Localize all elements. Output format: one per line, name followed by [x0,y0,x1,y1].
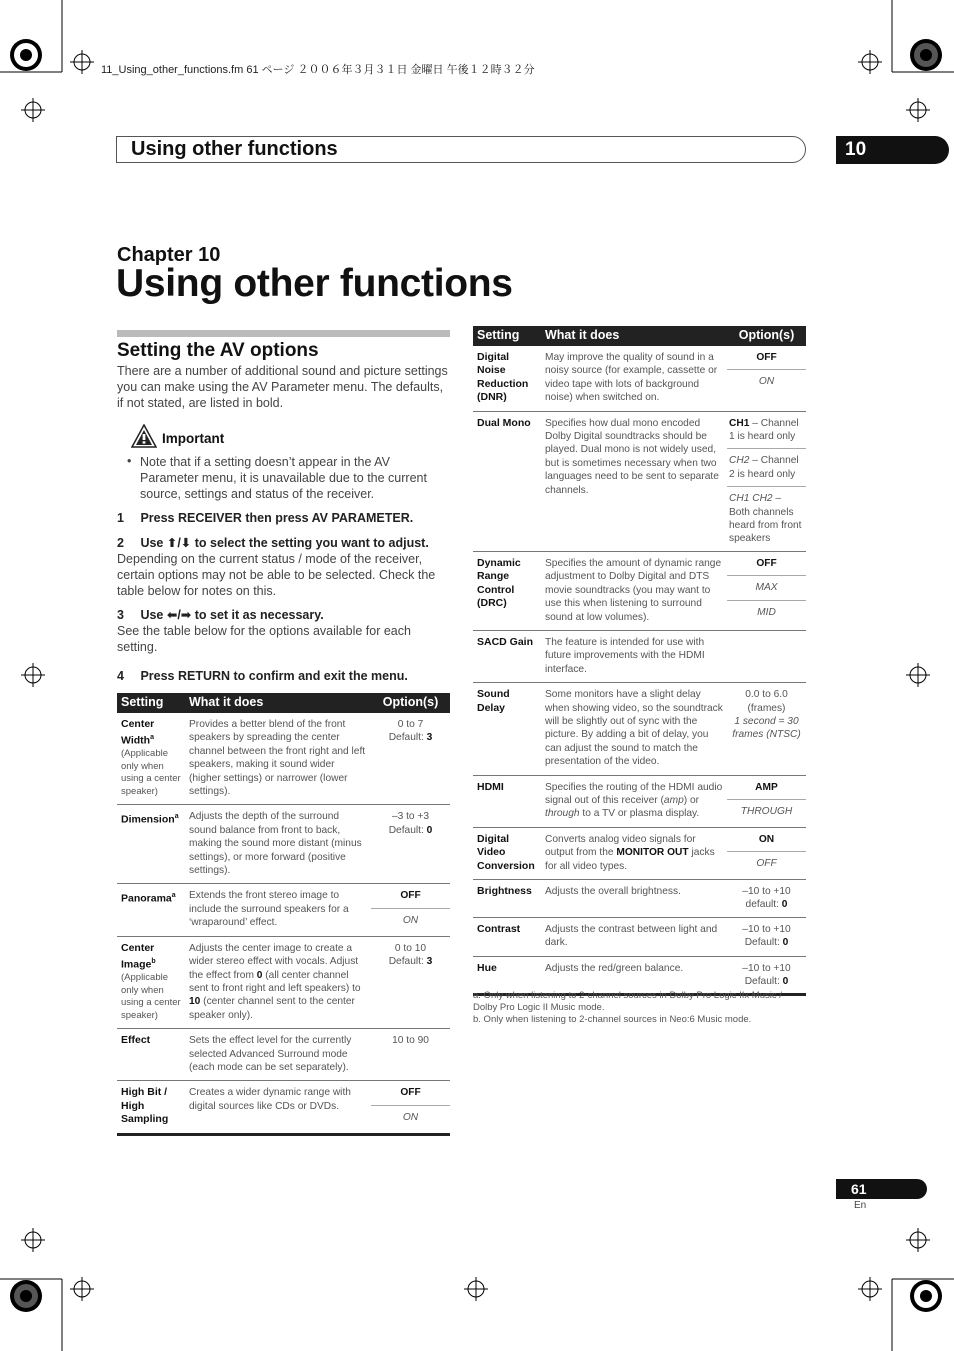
setting-name: Digital Video Conversion [473,827,541,879]
table-row [117,936,450,1028]
step-3 [117,607,324,622]
step-1 [117,511,413,525]
step-2 [117,535,429,550]
setting-options [727,630,806,682]
setting-name: Digital Noise Reduction (DNR) [473,346,541,411]
crosshair-mark [464,1277,488,1301]
page-number: 61 [836,1179,927,1199]
setting-options: –10 to +10 Default: 0 [727,917,806,956]
crosshair-mark [858,1277,882,1301]
setting-name: Center Width$^a$ (Applicable only when using a center speaker) [117,713,185,805]
step-4 [117,669,408,683]
setting-options: 0 to 10 Default: 3 [371,936,450,1028]
setting-options: 10 to 90 [371,1029,450,1081]
setting-name: Sound Delay [473,683,541,775]
table-row [117,1029,450,1081]
setting-description: Specifies how dual mono encoded Dolby Digital soundtracks should be played. Dual mono is not widely used, but is sometimes necessary when two languages need to be sent to separate channels. [541,411,727,551]
section-rule [117,330,450,337]
table-row [117,884,450,936]
table-row [473,880,806,918]
step-number: 3 [117,608,124,622]
setting-options: AMP THROUGH [727,775,806,827]
setting-options: 0 to 7 Default: 3 [371,713,450,805]
table-row [473,683,806,775]
important-note-text: Note that if a setting doesn’t appear in the AV Parameter menu, it is unavailable due to the current source, settings and status of the receiver. [140,455,427,501]
step-number: 4 [117,669,124,683]
sunburst-mark-tr [910,39,942,71]
setting-description: Specifies the amount of dynamic range adjustment to Dolby Digital and DTS movie soundtracks (you may want to use this when listening to surround sound at low volumes). [541,551,727,630]
up-down-arrow-icon: ⬆/⬇ [166,536,192,550]
setting-description: Creates a wider dynamic range with digital sources like CDs or DVDs. [185,1081,371,1134]
table-row [117,713,450,805]
setting-description: Specifies the routing of the HDMI audio signal out of this receiver (amp) or through to a TV or plasma display. [541,775,727,827]
setting-options: –10 to +10 Default: 0 [727,956,806,995]
crosshair-mark [906,1228,930,1252]
important-label: Important [162,431,225,446]
setting-options: 0.0 to 6.0 (frames) 1 second = 30 frames (NTSC) [727,683,806,775]
col-header-what: What it does [185,693,371,713]
setting-options: –3 to +3 Default: 0 [371,805,450,884]
crosshair-mark [21,98,45,122]
setting-name: Brightness [473,880,541,918]
table-row [117,805,450,884]
crosshair-mark [21,663,45,687]
setting-description: Provides a better blend of the front speakers by spreading the center channel between the front right and left speakers, making it sound wider (higher settings) or narrower (lower settings). [185,713,371,805]
sunburst-mark-tl [10,39,42,71]
setting-description: Adjusts the depth of the surround sound balance from front to back, making the sound more distant (minus settings), or more forward (positive settings). [185,805,371,884]
step-number: 1 [117,511,124,525]
setting-description: Adjusts the overall brightness. [541,880,727,918]
col-header-options: Option(s) [371,693,450,713]
table-row [473,775,806,827]
crosshair-mark [21,1228,45,1252]
step-3-detail: See the table below for the options available for each setting. [117,624,411,654]
av-options-table-left [117,693,450,1136]
setting-name: High Bit / High Sampling [117,1081,185,1134]
setting-description: The feature is intended for use with future improvements with the HDMI interface. [541,630,727,682]
setting-name: Center Image$^b$ (Applicable only when using a center speaker) [117,936,185,1028]
table-header-row [473,326,806,346]
crosshair-mark [70,50,94,74]
footnote-a: a. Only when listening to 2-channel sources in Dolby Pro Logic IIx Music / Dolby Pro Logic II Music mode. [473,990,782,1013]
crosshair-mark [906,98,930,122]
setting-description: Extends the front stereo image to include the surround speakers for a ‘wraparound’ effect. [185,884,371,936]
step-text: Use ⬆/⬇ to select the setting you want to adjust. [140,536,429,550]
setting-options: –10 to +10 default: 0 [727,880,806,918]
chapter-title: Using other functions [116,262,513,305]
setting-options: OFF ON [727,346,806,411]
crosshair-mark [906,663,930,687]
table-row [473,411,806,551]
crosshair-mark [70,1277,94,1301]
table-row [473,346,806,411]
setting-name: Effect [117,1029,185,1081]
section-title: Setting the AV options [117,340,319,361]
running-header-title: Using other functions [131,138,338,160]
setting-description: Adjusts the contrast between light and dark. [541,917,727,956]
table-header-row [117,693,450,713]
col-header-options: Option(s) [727,326,806,346]
col-header-what: What it does [541,326,727,346]
setting-name: Hue [473,956,541,995]
step-2-detail: Depending on the current status / mode of the receiver, certain options may not be able to be selected. Check the table below for notes on this. [117,552,436,598]
print-header: 11_Using_other_functions.fm 61 ページ ２００６年３月３１日 金曜日 午後１２時３２分 [101,64,535,76]
col-header-setting: Setting [473,326,541,346]
setting-options: OFF ON [371,884,450,936]
col-header-setting: Setting [117,693,185,713]
setting-name: SACD Gain [473,630,541,682]
table-row [473,551,806,630]
setting-name: Panorama$^a$ [117,884,185,936]
setting-description: Some monitors have a slight delay when showing video, so the soundtrack will be slightly out of sync with the picture. By adding a bit of delay, you can adjust the sound to match the presentation of the video. [541,683,727,775]
setting-name: Contrast [473,917,541,956]
table-row [473,827,806,879]
table-row [473,630,806,682]
step-text: Press RETURN to confirm and exit the menu. [140,669,408,683]
setting-name: Dimension$^a$ [117,805,185,884]
table-row [117,1081,450,1134]
sunburst-mark-bl [10,1280,42,1312]
setting-description: Sets the effect level for the currently selected Advanced Surround mode (each mode can be set separately). [185,1029,371,1081]
setting-options: ON OFF [727,827,806,879]
setting-options: OFF MAX MID [727,551,806,630]
step-number: 2 [117,536,124,550]
setting-description: Converts analog video signals for output from the MONITOR OUT jacks for all video types. [541,827,727,879]
warning-icon [131,424,157,453]
important-note: • Note that if a setting doesn’t appear in the AV Parameter menu, it is unavailable due to the current source, settings and status of the receiver. [127,454,449,502]
setting-options: CH1 – Channel 1 is heard only CH2 – Channel 2 is heard only CH1 CH2 – Both channels heard from front speakers [727,411,806,551]
setting-description: Adjusts the center image to create a wider stereo effect with vocals. Adjust the effect from 0 (all center channel sent to front right and left speakers) to 10 (center channel sent to the center speaker only). [185,936,371,1028]
av-options-table-right [473,326,806,996]
footnote-b: b. Only when listening to 2-channel sources in Neo:6 Music mode. [473,1014,752,1025]
left-right-arrow-icon: ⬅/➡ [166,608,192,622]
setting-name: Dual Mono [473,411,541,551]
step-text: Use ⬅/➡ to set it as necessary. [140,608,324,622]
setting-description: May improve the quality of sound in a noisy source (for example, cassette or video tape with lots of background noise) when switched on. [541,346,727,411]
page-language: En [854,1200,867,1211]
chapter-number-tab: 10 [836,136,949,164]
chapter-label: Chapter 10 [117,244,221,266]
setting-description: Adjusts the red/green balance. [541,956,727,995]
setting-name: HDMI [473,775,541,827]
crosshair-mark [858,50,882,74]
step-text: Press RECEIVER then press AV PARAMETER. [140,511,414,525]
table-row [473,917,806,956]
running-header [116,136,806,163]
setting-options: OFF ON [371,1081,450,1134]
section-intro: There are a number of additional sound and picture settings you can make using the AV Parameter menu. The defaults, if not stated, are listed in bold. [117,364,448,410]
setting-name: Dynamic Range Control (DRC) [473,551,541,630]
sunburst-mark-br [910,1280,942,1312]
